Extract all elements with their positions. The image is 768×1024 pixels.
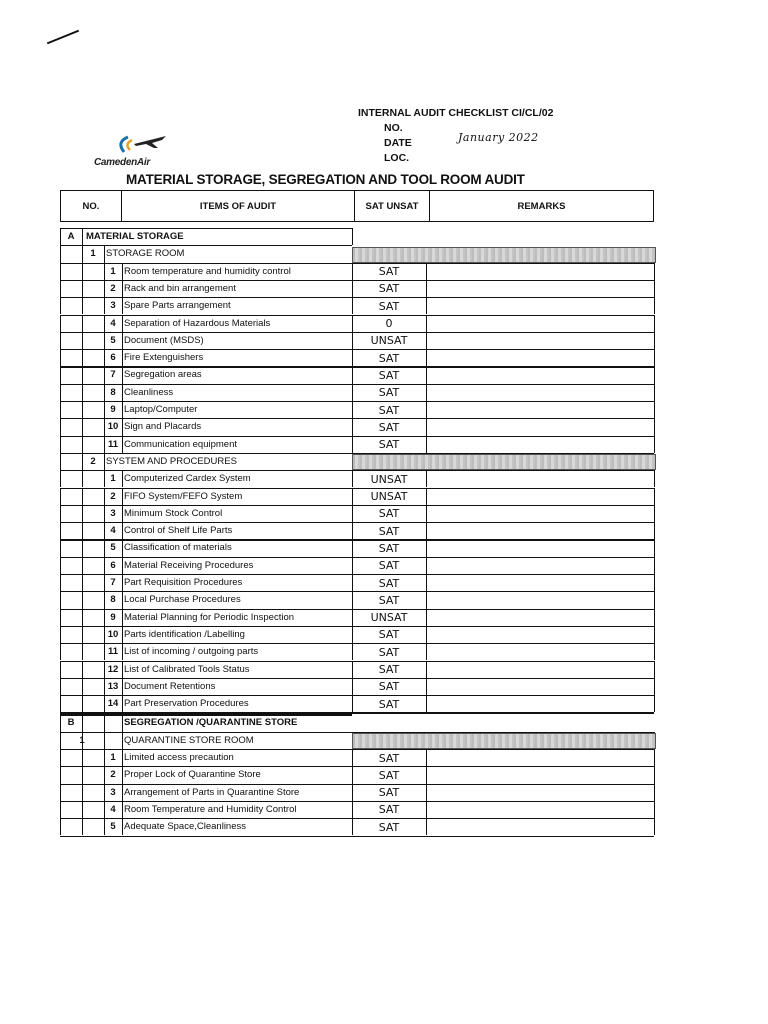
- grid-line: [82, 384, 83, 401]
- result-value: SAT: [378, 507, 400, 521]
- grid-line: [60, 712, 654, 713]
- grid-line: [426, 384, 427, 401]
- grid-line: [60, 228, 352, 229]
- grid-line: [654, 661, 655, 678]
- grid-line: [60, 801, 61, 818]
- result-value: SAT: [378, 386, 400, 400]
- grid-line: [654, 695, 655, 712]
- item-number: 12: [107, 663, 119, 675]
- grid-line: [122, 661, 123, 678]
- grid-line: [352, 228, 353, 245]
- item-number: 7: [110, 577, 116, 588]
- grid-line: [82, 714, 83, 731]
- grid-line: [82, 280, 83, 297]
- airplane-logo-icon: [94, 134, 174, 156]
- grid-line: [426, 366, 427, 383]
- item-number: 10: [107, 421, 119, 433]
- grid-line: [82, 557, 83, 574]
- grid-line: [426, 801, 427, 818]
- grid-line: [122, 366, 123, 383]
- grid-line: [654, 643, 655, 660]
- date-value: January 2022: [458, 131, 539, 144]
- grid-line: [104, 453, 105, 470]
- grid-line: [426, 470, 427, 487]
- audit-item: Control of Shelf Life Parts: [124, 525, 233, 537]
- grid-line: [60, 836, 654, 837]
- grid-line: [426, 418, 427, 435]
- grid-line: [122, 539, 123, 556]
- grid-line: [122, 557, 123, 574]
- grid-line: [82, 418, 83, 435]
- grid-line: [60, 643, 61, 660]
- result-value: SAT: [378, 438, 400, 452]
- item-number: 3: [110, 786, 116, 798]
- grid-line: [122, 280, 123, 297]
- grid-line: [426, 315, 427, 332]
- grid-line: [426, 557, 427, 574]
- grid-line: [654, 609, 655, 626]
- section-letter: A: [67, 231, 75, 242]
- audit-item: Proper Lock of Quarantine Store: [124, 769, 261, 781]
- grid-line: [60, 539, 61, 556]
- grid-line: [122, 749, 123, 766]
- audit-item: Local Purchase Procedures: [124, 594, 241, 606]
- grid-line: [426, 263, 427, 280]
- col-no: NO.: [61, 191, 122, 222]
- grid-line: [122, 505, 123, 522]
- result-value: SAT: [378, 820, 400, 834]
- grid-line: [82, 643, 83, 660]
- grid-line: [426, 784, 427, 801]
- grid-line: [82, 315, 83, 332]
- grid-line: [426, 436, 427, 453]
- grid-line: [654, 418, 655, 435]
- grid-line: [654, 539, 655, 556]
- result-value: SAT: [378, 265, 400, 279]
- grid-line: [122, 315, 123, 332]
- result-value: SAT: [378, 663, 400, 676]
- loc-label: LOC.: [384, 152, 410, 164]
- grid-line: [104, 245, 105, 262]
- grid-line: [122, 332, 123, 349]
- grid-line: [60, 609, 61, 626]
- audit-item: List of Calibrated Tools Status: [124, 663, 250, 675]
- grid-line: [122, 297, 123, 314]
- grid-line: [122, 626, 123, 643]
- grid-line: [60, 695, 61, 712]
- grid-line: [122, 609, 123, 626]
- grid-line: [654, 626, 655, 643]
- grid-line: [122, 695, 123, 712]
- grid-line: [122, 436, 123, 453]
- audit-item: Computerized Cardex System: [124, 473, 251, 485]
- col-sat-unsat: SAT UNSAT: [355, 191, 430, 222]
- item-number: 3: [110, 300, 116, 312]
- grid-line: [654, 384, 655, 401]
- result-value: UNSAT: [370, 611, 408, 625]
- item-number: 11: [107, 646, 119, 658]
- section-title: MATERIAL STORAGE: [86, 231, 184, 242]
- grid-line: [426, 349, 427, 366]
- item-number: 4: [110, 525, 116, 537]
- grid-line: [426, 332, 427, 349]
- grid-line: [654, 522, 655, 539]
- grid-line: [426, 401, 427, 418]
- audit-item: Fire Extenguishers: [124, 352, 204, 364]
- grid-line: [654, 591, 655, 608]
- grid-line: [82, 801, 83, 818]
- grid-line: [426, 749, 427, 766]
- result-value: SAT: [378, 403, 400, 417]
- result-value: SAT: [378, 282, 400, 296]
- grid-line: [122, 418, 123, 435]
- group-title: SYSTEM AND PROCEDURES: [106, 455, 237, 467]
- item-number: 8: [110, 594, 116, 606]
- result-value: SAT: [378, 786, 400, 800]
- grid-line: [82, 401, 83, 418]
- logo-text: CamedenAir: [94, 157, 150, 168]
- grid-line: [122, 263, 123, 280]
- result-value: SAT: [378, 576, 400, 590]
- item-number: 5: [110, 334, 116, 346]
- grid-line: [82, 228, 83, 245]
- grid-line: [122, 784, 123, 801]
- item-number: 5: [110, 821, 116, 833]
- grid-line: [60, 678, 61, 695]
- shaded-header-cell: [352, 247, 656, 263]
- group-title: QUARANTINE STORE ROOM: [124, 734, 254, 746]
- group-number: 2: [90, 455, 96, 467]
- grid-line: [60, 591, 61, 608]
- col-remarks: REMARKS: [430, 191, 654, 222]
- result-value: UNSAT: [370, 334, 408, 348]
- grid-line: [104, 732, 105, 749]
- result-value: SAT: [378, 645, 400, 659]
- grid-line: [654, 678, 655, 695]
- audit-item: Room temperature and humidity control: [124, 265, 291, 277]
- grid-line: [654, 749, 655, 766]
- item-number: 2: [110, 769, 116, 781]
- grid-line: [426, 297, 427, 314]
- grid-line: [60, 297, 61, 314]
- shaded-header-cell: [352, 454, 656, 470]
- grid-line: [60, 470, 61, 487]
- grid-line: [60, 401, 61, 418]
- grid-line: [426, 818, 427, 835]
- grid-line: [82, 818, 83, 835]
- grid-line: [122, 349, 123, 366]
- audit-item: Material Planning for Periodic Inspection: [124, 611, 295, 623]
- result-value: SAT: [378, 541, 400, 555]
- grid-line: [60, 818, 61, 835]
- grid-line: [82, 539, 83, 556]
- grid-line: [122, 384, 123, 401]
- item-number: 10: [107, 628, 119, 640]
- grid-line: [122, 522, 123, 539]
- grid-line: [654, 315, 655, 332]
- grid-line: [122, 401, 123, 418]
- grid-line: [426, 522, 427, 539]
- grid-line: [82, 349, 83, 366]
- grid-line: [122, 574, 123, 591]
- grid-line: [60, 574, 61, 591]
- grid-line: [426, 280, 427, 297]
- grid-line: [60, 384, 61, 401]
- group-number: 1: [79, 734, 85, 746]
- grid-line: [82, 626, 83, 643]
- grid-line: [654, 366, 655, 383]
- item-number: 9: [110, 404, 116, 415]
- item-number: 2: [110, 282, 116, 294]
- grid-line: [82, 609, 83, 626]
- item-number: 1: [110, 265, 116, 277]
- column-header-table: [60, 190, 654, 222]
- grid-line: [122, 643, 123, 660]
- grid-line: [122, 801, 123, 818]
- grid-line: [122, 470, 123, 487]
- grid-line: [60, 626, 61, 643]
- grid-line: [60, 418, 61, 435]
- audit-item: FIFO System/FEFO System: [124, 490, 243, 502]
- item-number: 14: [107, 698, 119, 710]
- grid-line: [426, 626, 427, 643]
- grid-line: [426, 609, 427, 626]
- audit-item: Classification of materials: [124, 542, 232, 554]
- grid-line: [60, 488, 61, 505]
- grid-line: [426, 661, 427, 678]
- grid-line: [82, 505, 83, 522]
- grid-line: [82, 522, 83, 539]
- result-value: SAT: [378, 593, 400, 607]
- grid-line: [654, 401, 655, 418]
- grid-line: [82, 263, 83, 280]
- grid-line: [60, 436, 61, 453]
- audit-item: List of incoming / outgoing parts: [124, 646, 259, 658]
- item-number: 8: [110, 386, 116, 398]
- audit-item: Separation of Hazardous Materials: [124, 317, 271, 329]
- grid-line: [654, 574, 655, 591]
- checklist-title: INTERNAL AUDIT CHECKLIST CI/CL/02: [358, 107, 554, 119]
- grid-line: [60, 557, 61, 574]
- audit-item: Limited access precaution: [124, 752, 234, 763]
- grid-line: [654, 557, 655, 574]
- audit-item: Laptop/Computer: [124, 404, 198, 415]
- audit-item: Document Retentions: [124, 680, 216, 692]
- grid-line: [426, 766, 427, 783]
- item-number: 4: [110, 317, 116, 329]
- result-value: SAT: [378, 368, 400, 382]
- grid-line: [60, 263, 61, 280]
- grid-line: [82, 766, 83, 783]
- audit-item: Material Receiving Procedures: [124, 559, 254, 571]
- grid-line: [82, 678, 83, 695]
- audit-item: Parts identification /Labelling: [124, 628, 245, 640]
- grid-line: [82, 297, 83, 314]
- grid-line: [654, 488, 655, 505]
- result-value: UNSAT: [370, 472, 408, 486]
- audit-item: Spare Parts arrangement: [124, 300, 231, 312]
- grid-line: [60, 522, 61, 539]
- grid-line: [654, 349, 655, 366]
- audit-item: Rack and bin arrangement: [124, 282, 236, 294]
- result-value: SAT: [378, 751, 400, 765]
- result-value: SAT: [378, 559, 400, 573]
- group-number: 1: [90, 248, 96, 260]
- company-logo: [94, 134, 194, 166]
- col-items: ITEMS OF AUDIT: [122, 191, 355, 222]
- grid-line: [60, 661, 61, 678]
- grid-line: [60, 784, 61, 801]
- date-label: DATE: [384, 137, 412, 149]
- item-number: 5: [110, 542, 116, 554]
- item-number: 4: [110, 803, 116, 815]
- result-value: SAT: [378, 420, 400, 434]
- grid-line: [654, 263, 655, 280]
- grid-line: [654, 784, 655, 801]
- item-number: 1: [110, 752, 116, 763]
- grid-line: [654, 332, 655, 349]
- grid-line: [654, 470, 655, 487]
- grid-line: [426, 678, 427, 695]
- grid-line: [122, 818, 123, 835]
- grid-line: [122, 732, 123, 749]
- item-number: 1: [110, 473, 116, 485]
- section-title: SEGREGATION /QUARANTINE STORE: [124, 717, 298, 729]
- item-number: 6: [110, 352, 116, 364]
- grid-line: [654, 297, 655, 314]
- result-value: SAT: [378, 628, 400, 642]
- audit-item: Segregation areas: [124, 369, 202, 381]
- grid-line: [654, 436, 655, 453]
- grid-line: [122, 714, 123, 731]
- grid-line: [426, 539, 427, 556]
- grid-line: [60, 749, 61, 766]
- audit-item: Document (MSDS): [124, 334, 204, 346]
- grid-line: [60, 349, 61, 366]
- grid-line: [426, 505, 427, 522]
- audit-item: Room Temperature and Humidity Control: [124, 803, 297, 815]
- grid-line: [60, 280, 61, 297]
- grid-line: [122, 488, 123, 505]
- grid-line: [82, 591, 83, 608]
- pen-mark: [47, 30, 79, 45]
- main-title: MATERIAL STORAGE, SEGREGATION AND TOOL ROOM AUDIT: [126, 172, 525, 187]
- grid-line: [654, 818, 655, 835]
- document-header: [358, 106, 553, 166]
- grid-line: [82, 332, 83, 349]
- grid-line: [82, 436, 83, 453]
- item-number: 13: [107, 680, 119, 692]
- grid-line: [82, 366, 83, 383]
- audit-item: Arrangement of Parts in Quarantine Store: [124, 786, 300, 798]
- item-number: 2: [110, 490, 116, 502]
- grid-line: [426, 695, 427, 712]
- item-number: 11: [107, 438, 119, 450]
- grid-line: [654, 801, 655, 818]
- grid-line: [60, 332, 61, 349]
- grid-line: [82, 488, 83, 505]
- audit-item: Adequate Space,Cleanliness: [124, 821, 247, 833]
- item-number: 9: [110, 611, 116, 623]
- item-number: 3: [110, 507, 116, 519]
- grid-line: [60, 453, 61, 470]
- result-value: SAT: [378, 680, 400, 694]
- audit-item: Cleanliness: [124, 386, 174, 398]
- grid-line: [60, 505, 61, 522]
- grid-line: [426, 643, 427, 660]
- group-title: STORAGE ROOM: [106, 248, 185, 260]
- grid-line: [654, 280, 655, 297]
- grid-line: [654, 766, 655, 783]
- grid-line: [82, 695, 83, 712]
- grid-line: [104, 714, 105, 731]
- audit-item: Part Requisition Procedures: [124, 577, 243, 588]
- audit-item: Minimum Stock Control: [124, 507, 223, 519]
- grid-line: [426, 591, 427, 608]
- grid-line: [122, 591, 123, 608]
- item-number: 6: [110, 559, 116, 571]
- result-value: SAT: [378, 524, 400, 538]
- result-value: UNSAT: [370, 490, 408, 503]
- result-value: 0: [385, 317, 393, 330]
- grid-line: [60, 766, 61, 783]
- result-value: SAT: [378, 803, 400, 817]
- grid-line: [426, 488, 427, 505]
- grid-line: [82, 749, 83, 766]
- section-letter: B: [67, 717, 75, 729]
- grid-line: [82, 470, 83, 487]
- grid-line: [60, 245, 61, 262]
- grid-line: [122, 766, 123, 783]
- grid-line: [82, 661, 83, 678]
- grid-line: [122, 678, 123, 695]
- grid-line: [60, 366, 61, 383]
- audit-item: Communication equipment: [124, 438, 238, 450]
- grid-line: [654, 505, 655, 522]
- grid-line: [426, 574, 427, 591]
- result-value: SAT: [378, 351, 400, 365]
- result-value: SAT: [378, 697, 400, 711]
- grid-line: [82, 784, 83, 801]
- shaded-header-cell: [352, 733, 656, 749]
- no-label: NO.: [384, 122, 403, 134]
- result-value: SAT: [378, 768, 400, 782]
- audit-item: Sign and Placards: [124, 421, 202, 433]
- audit-item: Part Preservation Procedures: [124, 698, 249, 710]
- item-number: 7: [110, 369, 116, 381]
- grid-line: [82, 574, 83, 591]
- result-value: SAT: [378, 299, 400, 313]
- grid-line: [60, 315, 61, 332]
